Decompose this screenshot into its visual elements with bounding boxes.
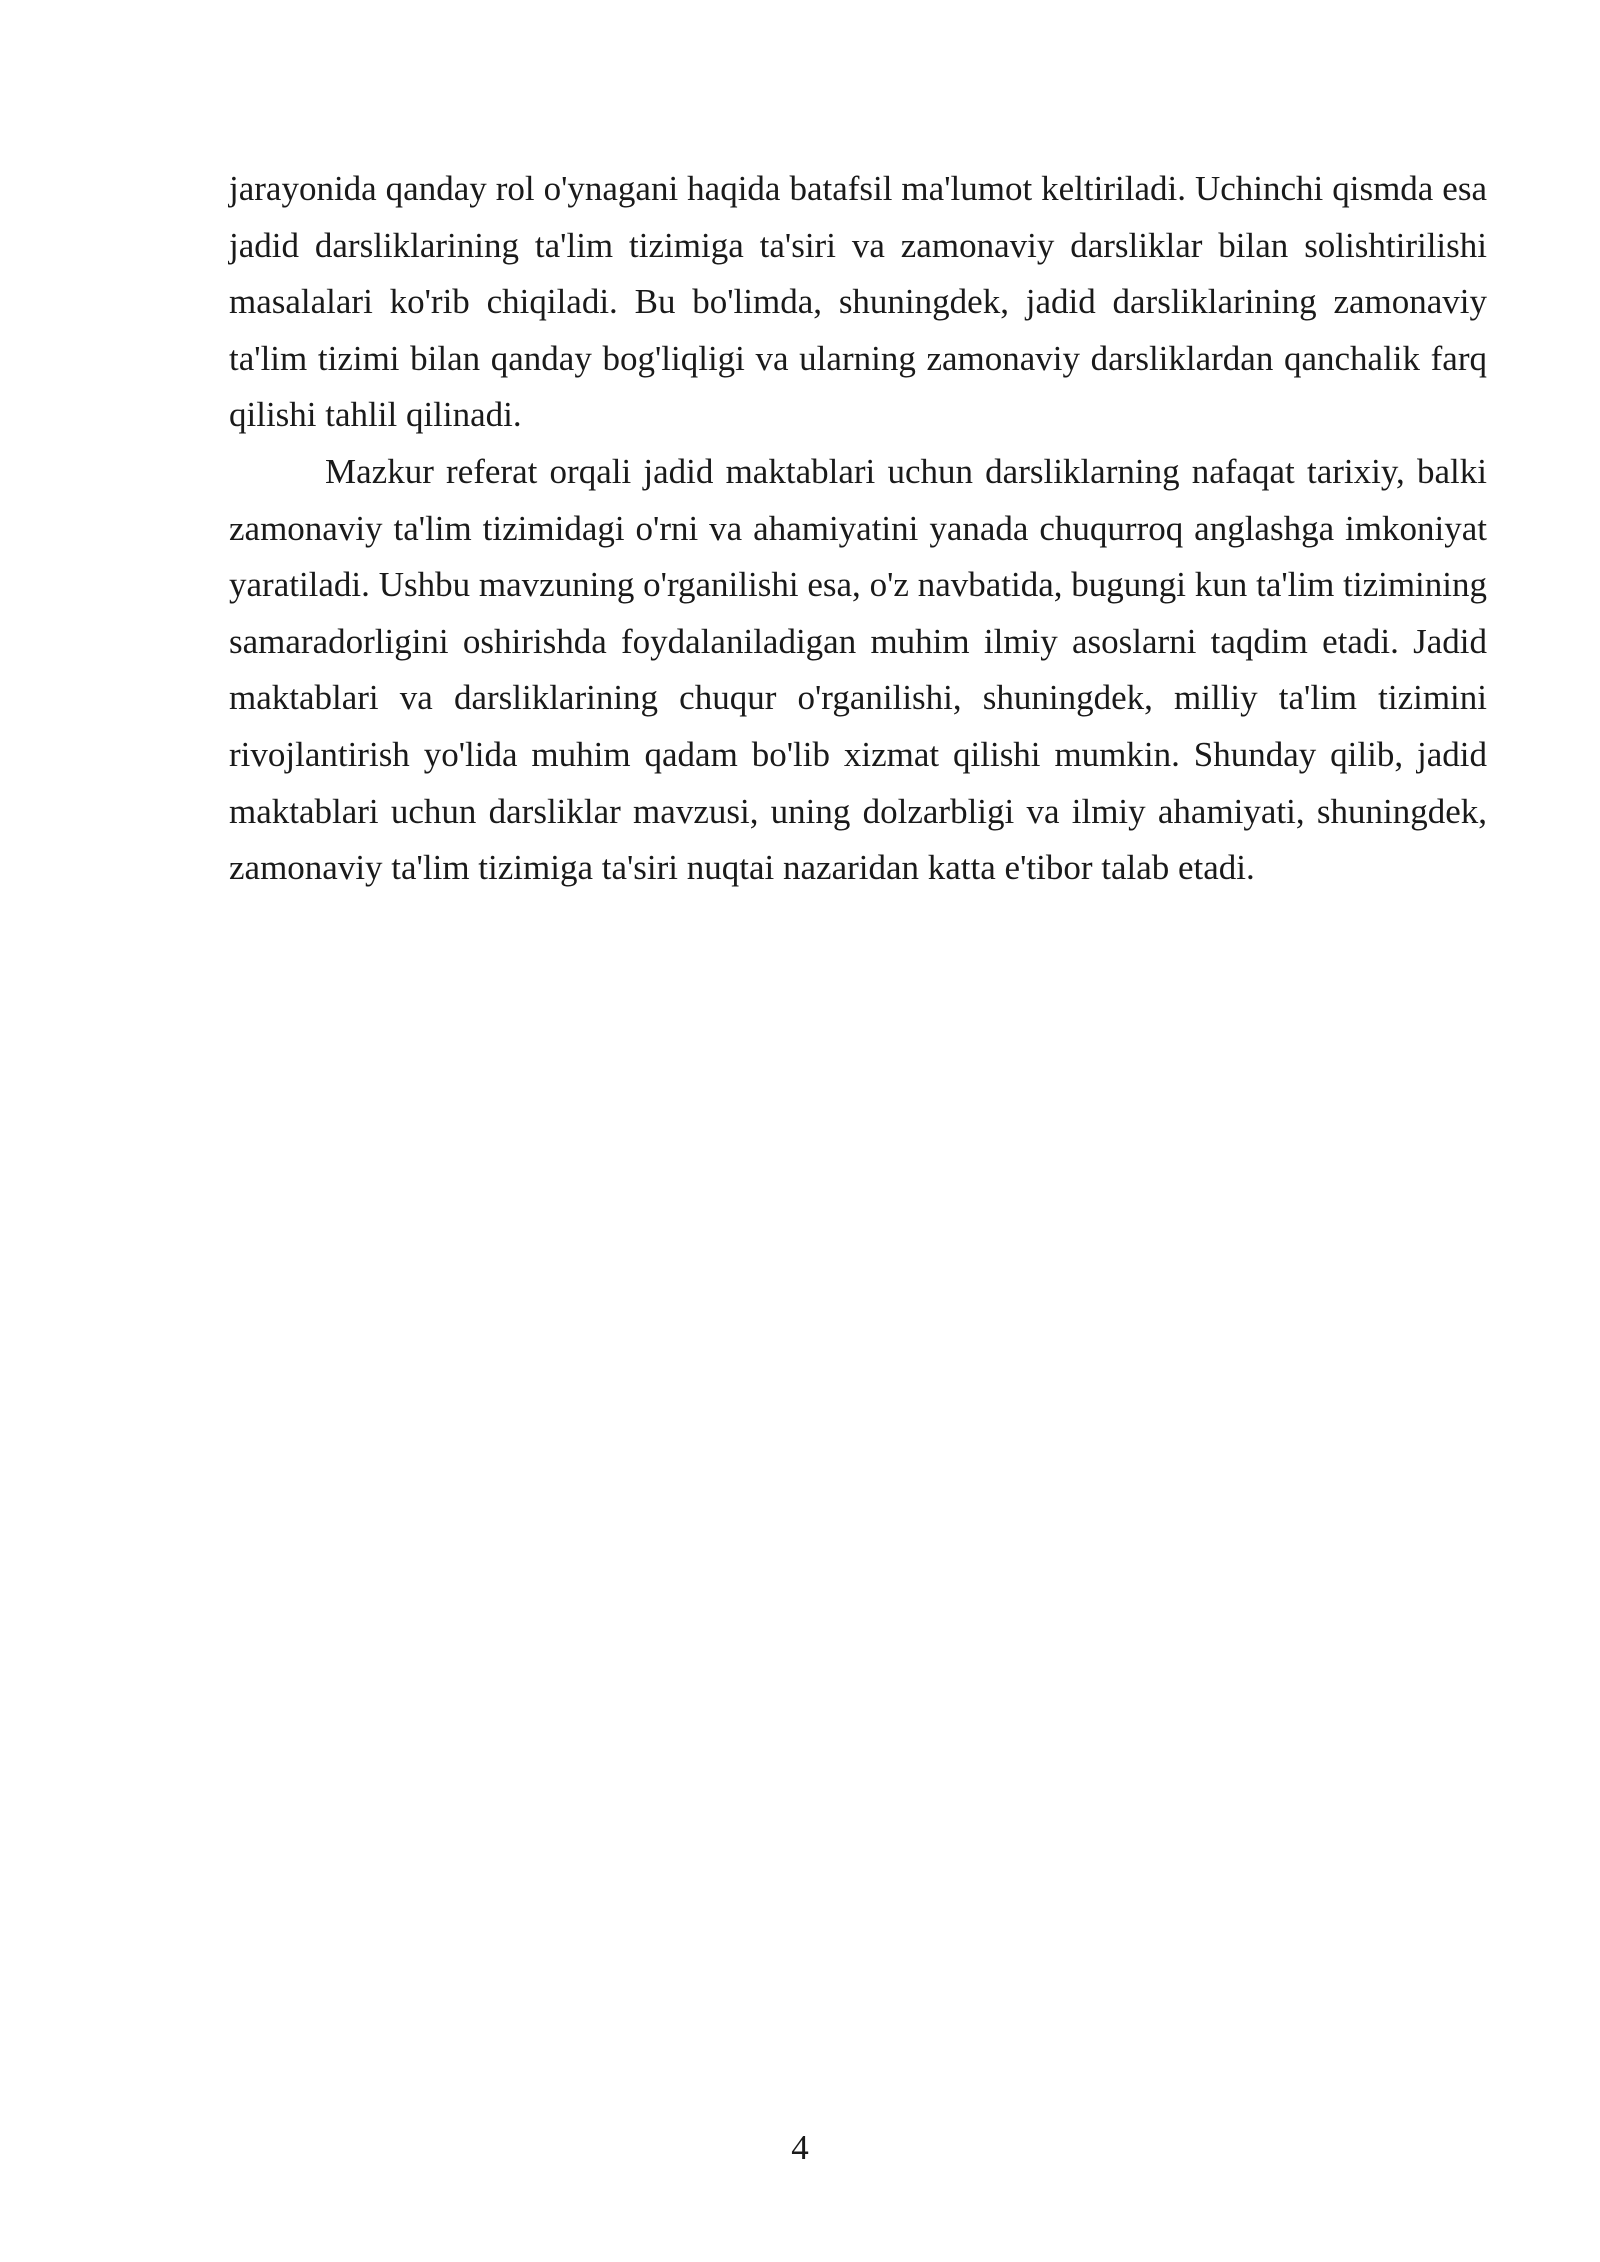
page-number: 4: [791, 2128, 809, 2167]
body-text: [229, 161, 1487, 897]
paragraph-continuation: jarayonida qanday rol o'ynagani haqida batafsil ma'lumot keltiriladi. Uchinchi qismda esa jadid darsliklarining ta'lim tizimiga ta'siri va zamonaviy darsliklar bilan solishtirilishi masalalari ko'rib chiqiladi. Bu bo'limda, shuningdek, jadid darsliklarining zamonaviy ta'lim tizimi bilan qanday bog'liqligi va ularning zamonaviy darsliklardan qanchalik farq qilishi tahlil qilinadi.: [229, 169, 1487, 435]
paragraph-mazkur: Mazkur referat orqali jadid maktablari uchun darsliklarning nafaqat tarixiy, balki zamonaviy ta'lim tizimidagi o'rni va ahamiyatini yanada chuqurroq anglashga imkoniyat yaratiladi. Ushbu mavzuning o'rganilishi esa, o'z navbatida, bugungi kun ta'lim tizimining samaradorligini oshirishda foydalaniladigan muhim ilmiy asoslarni taqdim etadi. Jadid maktablari va darsliklarining chuqur o'rganilishi, shuningdek, milliy ta'lim tizimini rivojlantirish yo'lida muhim qadam bo'lib xizmat qilishi mumkin. Shunday qilib, jadid maktablari uchun darsliklar mavzusi, uning dolzarbligi va ilmiy ahamiyati, shuningdek, zamonaviy ta'lim tizimiga ta'siri nuqtai nazaridan katta e'tibor talab etadi.: [229, 451, 1487, 888]
